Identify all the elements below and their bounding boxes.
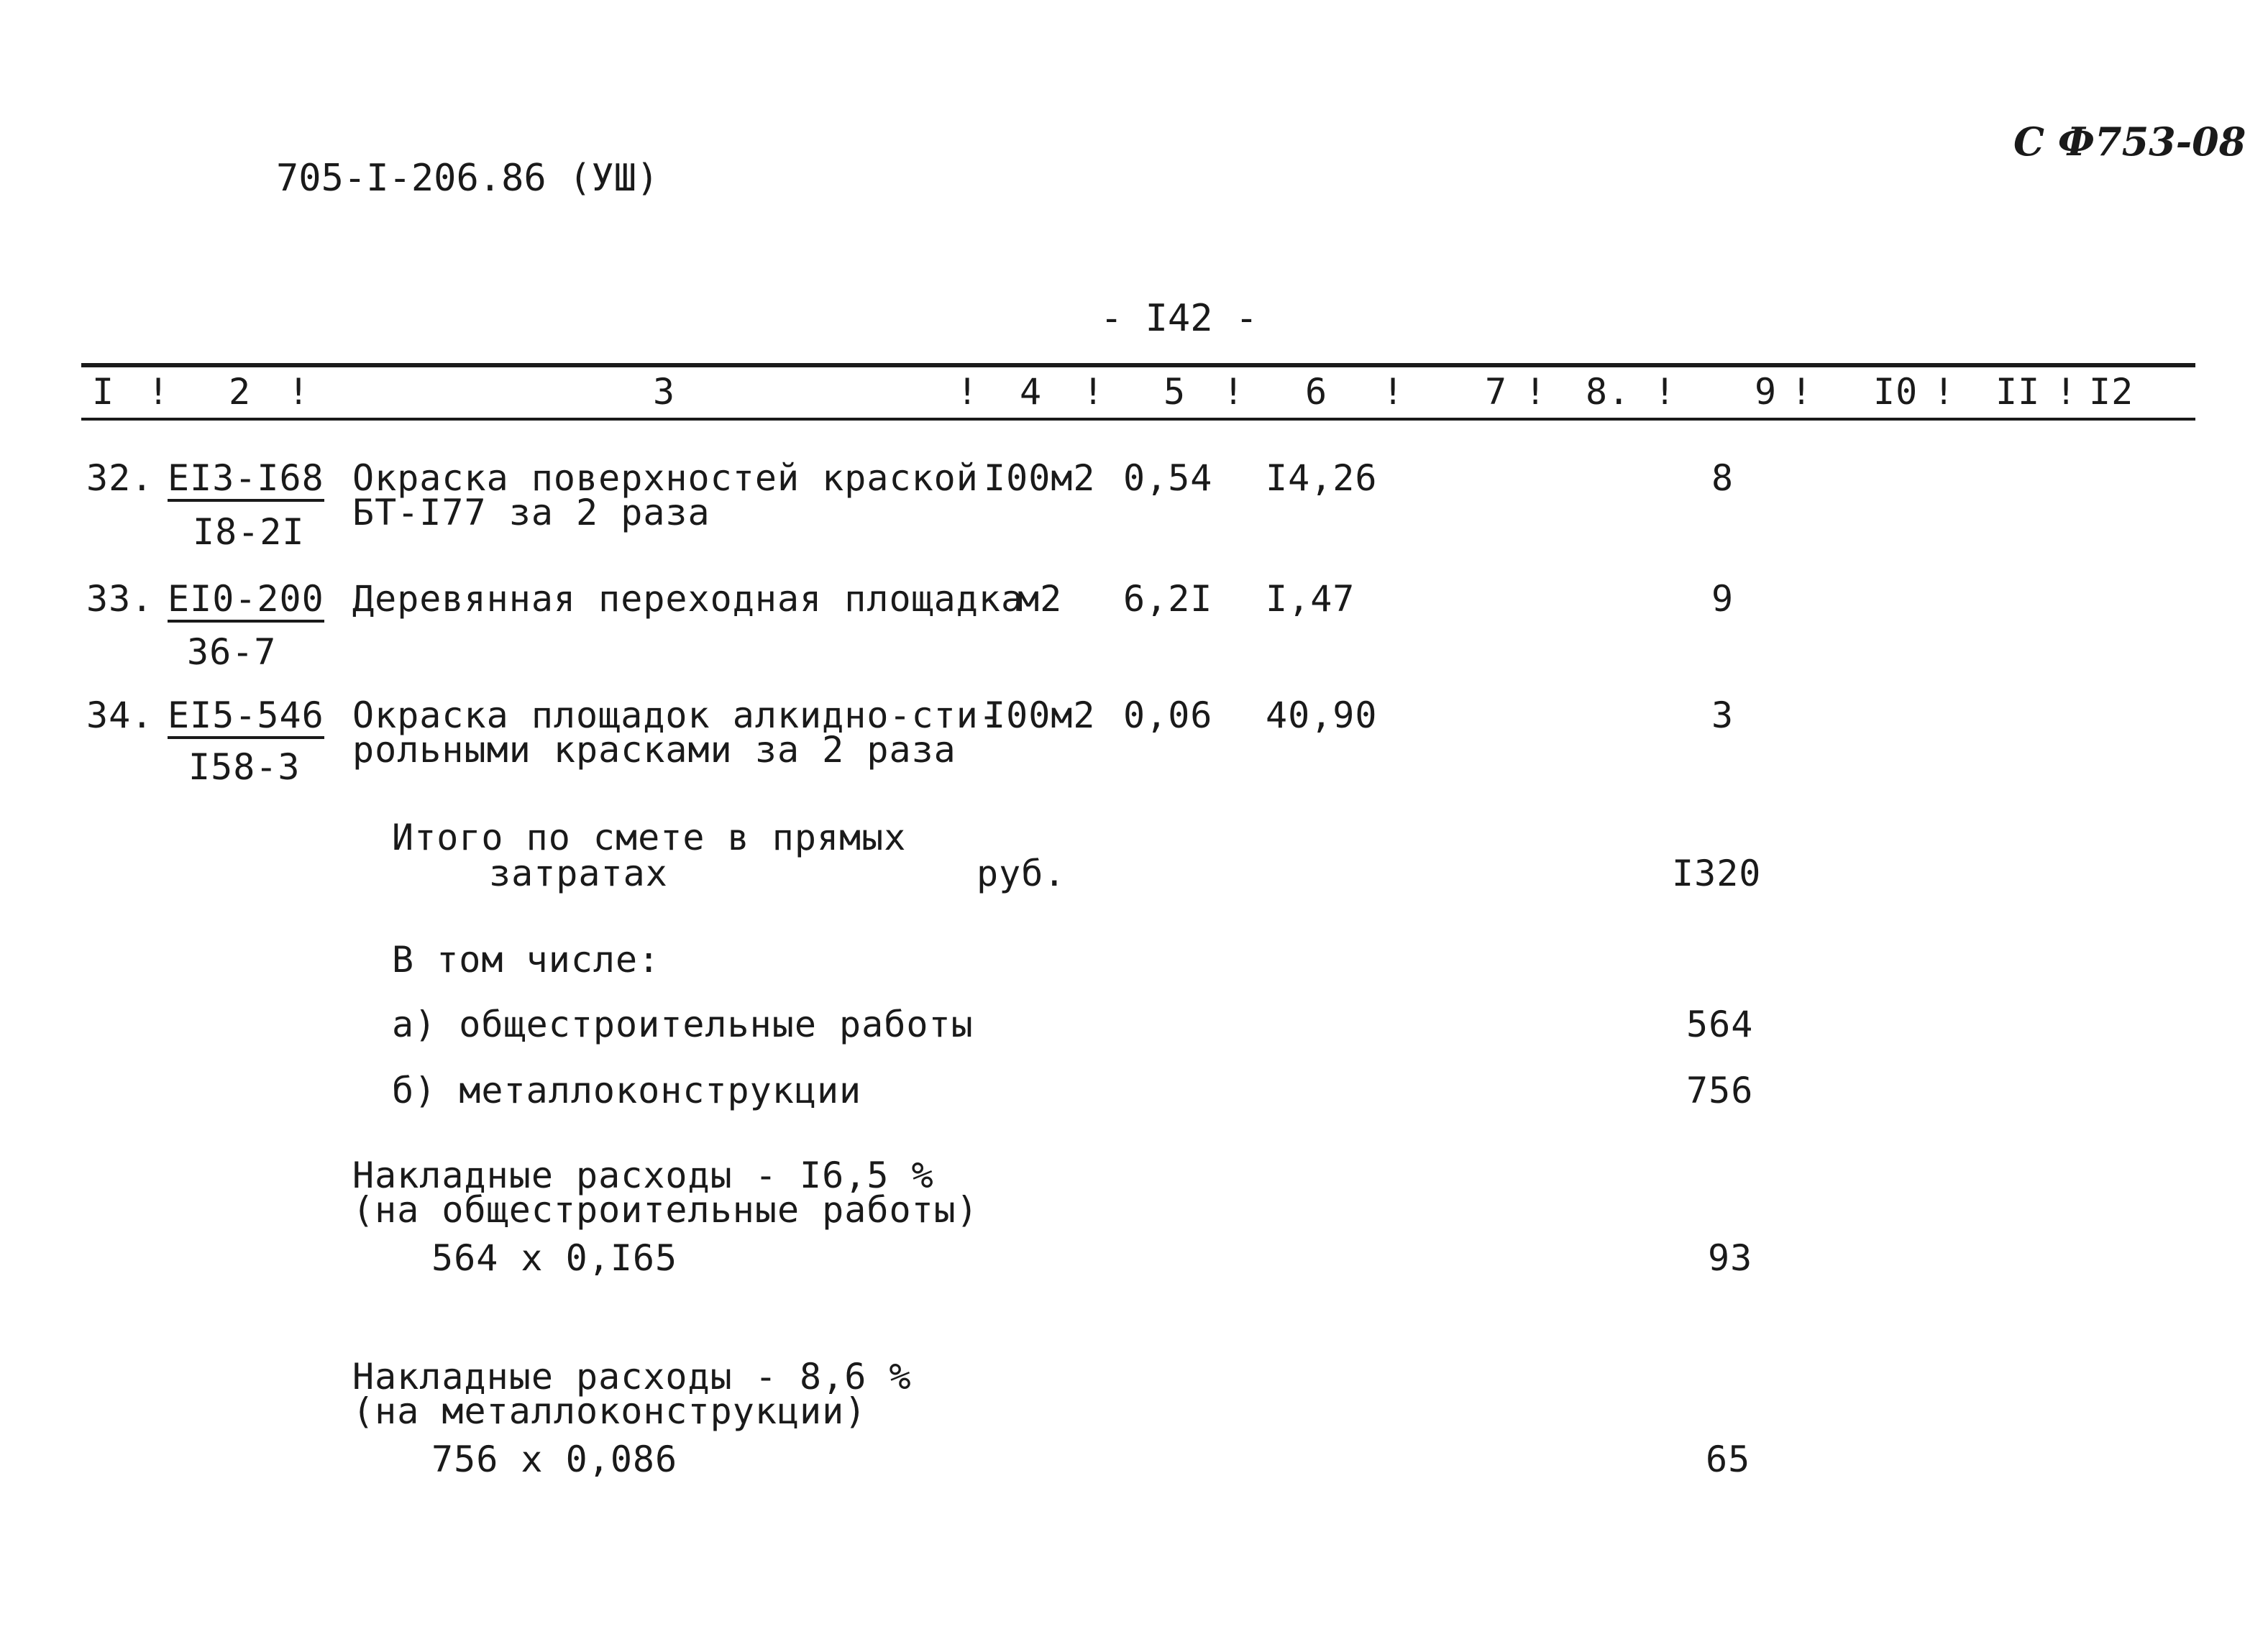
column-separator: !: [1382, 371, 1405, 413]
overhead-note: (на металлоконструкции): [352, 1390, 867, 1432]
rate-subcode: 36-7: [187, 631, 277, 673]
total-value: I320: [1672, 853, 1762, 894]
table-header-rule: [81, 418, 2195, 421]
quantity: 0,54: [1123, 457, 1213, 499]
quantity: 0,06: [1123, 694, 1213, 736]
overhead-label: Накладные расходы - 8,6 %: [352, 1356, 912, 1398]
column-header-11: II: [1995, 371, 2041, 413]
column-header-12: I2: [2089, 371, 2134, 413]
page-number: - I42 -: [1100, 297, 1258, 340]
column-header-8: 8.: [1586, 371, 1631, 413]
column-separator: !: [1082, 371, 1105, 413]
quantity: 6,2I: [1123, 578, 1213, 620]
column-header-5: 5: [1163, 371, 1186, 413]
total-label: Итого по смете в прямых: [392, 817, 907, 858]
row-number: 32.: [86, 457, 154, 499]
unit-price: I4,26: [1266, 457, 1378, 499]
table-top-rule: [81, 363, 2195, 367]
rate-subcode: I8-2I: [193, 511, 305, 553]
column-header-4: 4: [1020, 371, 1043, 413]
column-separator: !: [956, 371, 979, 413]
total-cost: 3: [1711, 694, 1734, 736]
column-separator: !: [288, 371, 311, 413]
unit-of-measure: м2: [1018, 578, 1063, 620]
column-separator: !: [1654, 371, 1677, 413]
unit-of-measure: I00м2: [984, 694, 1096, 736]
work-description: Деревянная переходная площадка: [352, 578, 1024, 620]
row-number: 33.: [86, 578, 154, 620]
total-label: затратах: [489, 853, 668, 894]
metal-structures-label: б) металлоконструкции: [392, 1070, 862, 1111]
column-header-3: 3: [653, 371, 676, 413]
metal-structures-value: 756: [1686, 1070, 1754, 1111]
rate-subcode: I58-3: [188, 746, 301, 788]
work-description: БТ-I77 за 2 раза: [352, 492, 710, 533]
column-header-7: 7: [1485, 371, 1508, 413]
rate-code: EI5-546: [168, 697, 324, 739]
overhead-value: 65: [1706, 1439, 1751, 1480]
column-separator: !: [147, 371, 170, 413]
archive-stamp: С Ф753-08: [2013, 119, 2246, 165]
column-header-10: I0: [1873, 371, 1919, 413]
unit-price: I,47: [1266, 578, 1355, 620]
total-cost: 9: [1711, 578, 1734, 620]
overhead-formula: 756 x 0,086: [431, 1439, 678, 1480]
work-description: Окраска поверхностей краской: [352, 457, 979, 499]
total-cost: 8: [1711, 457, 1734, 499]
column-separator: !: [1791, 371, 1814, 413]
unit-price: 40,90: [1266, 694, 1378, 736]
column-separator: !: [1222, 371, 1245, 413]
column-separator: !: [2055, 371, 2078, 413]
general-works-label: а) общестроительные работы: [392, 1004, 974, 1045]
total-unit: руб.: [977, 853, 1066, 894]
column-header-2: 2: [229, 371, 252, 413]
including-label: В том числе:: [392, 939, 661, 981]
overhead-value: 93: [1708, 1237, 1753, 1279]
work-description: рольными красками за 2 раза: [352, 729, 956, 771]
work-description: Окраска площадок алкидно-сти-: [352, 694, 1001, 736]
rate-code: EI0-200: [168, 581, 324, 623]
general-works-value: 564: [1686, 1004, 1754, 1045]
column-separator: !: [1524, 371, 1547, 413]
overhead-note: (на общестроительные работы): [352, 1189, 979, 1231]
document-code: 705-I-206.86 (УШ): [276, 157, 659, 200]
row-number: 34.: [86, 694, 154, 736]
column-header-1: I: [92, 371, 115, 413]
unit-of-measure: I00м2: [984, 457, 1096, 499]
overhead-formula: 564 x 0,I65: [431, 1237, 678, 1279]
column-header-6: 6: [1305, 371, 1328, 413]
rate-code: EI3-I68: [168, 460, 324, 502]
column-header-9: 9: [1755, 371, 1778, 413]
column-separator: !: [1933, 371, 1956, 413]
overhead-label: Накладные расходы - I6,5 %: [352, 1155, 934, 1196]
